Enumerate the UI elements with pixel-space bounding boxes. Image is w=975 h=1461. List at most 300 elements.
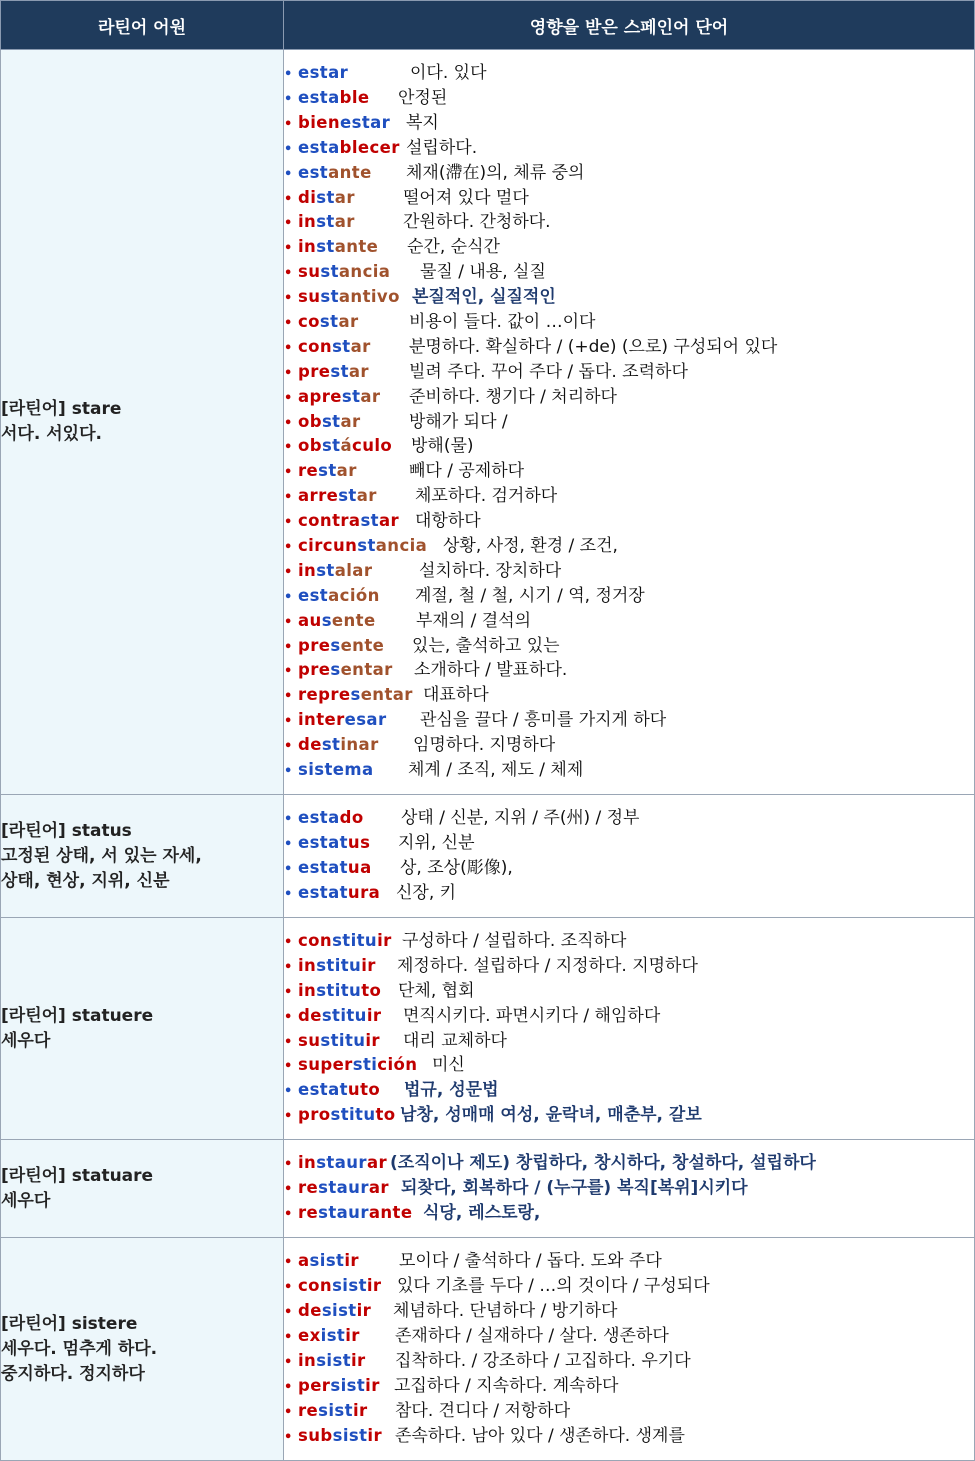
word-part: ir bbox=[352, 1400, 368, 1420]
word-meaning: 참다. 견디다 / 저항하다 bbox=[395, 1400, 571, 1421]
bullet-icon: • bbox=[284, 291, 293, 307]
word-meaning: 빌려 주다. 꾸어 주다 / 돕다. 조력하다 bbox=[409, 361, 688, 382]
spanish-word bbox=[298, 979, 398, 1004]
word-part: de bbox=[298, 735, 322, 755]
spanish-word bbox=[298, 534, 443, 559]
word-part: si bbox=[298, 760, 315, 780]
word-meaning: 방해가 되다 / bbox=[409, 411, 508, 432]
word-meaning: 구성하다 / 설립하다. 조직하다 bbox=[402, 930, 627, 951]
spanish-word bbox=[298, 1399, 395, 1424]
word-part: to bbox=[361, 980, 382, 1000]
word-part: st bbox=[332, 336, 351, 356]
word-part: ema bbox=[332, 760, 374, 780]
bullet-icon: • bbox=[284, 390, 293, 406]
word-part: ar bbox=[334, 187, 355, 207]
word-part: á bbox=[340, 436, 353, 456]
word-part: su bbox=[298, 287, 321, 307]
word-part: ir bbox=[344, 1251, 359, 1271]
bullet-icon: • bbox=[284, 191, 293, 207]
word-part: ist bbox=[320, 1326, 346, 1346]
word-part: ante bbox=[334, 237, 379, 257]
list-item bbox=[284, 856, 974, 881]
word-meaning: 모이다 / 출석하다 / 돕다. 도와 주다 bbox=[399, 1251, 662, 1272]
word-part: con bbox=[298, 1276, 333, 1296]
word-meaning: 물질 / 내용, 실질 bbox=[420, 262, 546, 283]
spanish-word bbox=[298, 856, 400, 881]
bullet-icon: • bbox=[284, 116, 293, 132]
latin-root-meaning: 세우다 bbox=[1, 1030, 51, 1051]
word-part: in bbox=[298, 980, 317, 1000]
list-item bbox=[284, 1274, 974, 1299]
list-item bbox=[284, 285, 974, 310]
word-part: st bbox=[341, 386, 361, 406]
latin-root-cell bbox=[1, 1238, 284, 1461]
bullet-icon: • bbox=[284, 589, 293, 605]
spanish-word bbox=[298, 559, 419, 584]
word-part: st bbox=[319, 311, 339, 331]
word-part: contra bbox=[298, 511, 361, 531]
word-meaning: 집착하다. / 강조하다 / 고집하다. 우기다 bbox=[395, 1351, 691, 1371]
word-part: ar bbox=[366, 1153, 388, 1173]
spanish-words-cell bbox=[284, 795, 975, 918]
word-part: us bbox=[347, 833, 371, 853]
list-item bbox=[284, 335, 974, 360]
header-row bbox=[1, 1, 975, 50]
word-meaning: 임명하다. 지명하다 bbox=[413, 735, 556, 756]
word-meaning: 제정하다. 설립하다 / 지정하다. 지명하다 bbox=[397, 955, 698, 976]
bullet-icon: • bbox=[284, 1404, 293, 1420]
word-meaning: 복지 bbox=[406, 112, 439, 133]
word-part: pre bbox=[298, 635, 331, 655]
list-item bbox=[284, 881, 974, 906]
bullet-icon: • bbox=[284, 1255, 293, 1271]
latin-root-name: [라틴어] statuere bbox=[1, 1005, 154, 1026]
spanish-word bbox=[298, 634, 412, 659]
word-meaning: 체념하다. 단념하다 / 방기하다 bbox=[393, 1301, 618, 1322]
word-part: ente bbox=[331, 610, 376, 630]
latin-root-meaning: 상태, 현상, 지위, 신분 bbox=[1, 870, 170, 891]
word-part: ua bbox=[347, 858, 372, 877]
word-part: su bbox=[298, 262, 321, 282]
spanish-word bbox=[298, 484, 415, 509]
bullet-icon: • bbox=[284, 315, 293, 331]
word-part: ob bbox=[298, 411, 322, 431]
bullet-icon: • bbox=[284, 862, 293, 877]
latin-root-cell bbox=[1, 918, 284, 1140]
word-part: ar bbox=[336, 461, 357, 481]
bullet-icon: • bbox=[284, 1009, 293, 1025]
latin-root-cell bbox=[1, 1140, 284, 1238]
word-part: stitu bbox=[316, 955, 362, 975]
word-part: re bbox=[298, 1202, 319, 1222]
bullet-icon: • bbox=[284, 639, 293, 655]
word-part: in bbox=[298, 212, 317, 232]
word-part: in bbox=[298, 1153, 317, 1173]
spanish-word bbox=[298, 136, 406, 161]
word-part: stitu bbox=[321, 1005, 367, 1025]
word-part: ar bbox=[378, 511, 400, 531]
spanish-word bbox=[298, 584, 415, 609]
bullet-icon: • bbox=[284, 216, 293, 232]
word-meaning: 미신 bbox=[432, 1055, 465, 1076]
latin-root-name: [라틴어] stare bbox=[1, 399, 122, 419]
list-item bbox=[284, 1249, 974, 1274]
spanish-word bbox=[298, 385, 409, 410]
bullet-icon: • bbox=[284, 540, 293, 555]
spanish-word bbox=[298, 658, 414, 683]
latin-root-cell bbox=[1, 795, 284, 918]
word-part: in bbox=[298, 1351, 317, 1370]
spanish-word bbox=[298, 86, 398, 111]
word-part: esar bbox=[344, 710, 387, 730]
word-meaning: 순간, 순식간 bbox=[407, 237, 500, 258]
word-part: sist bbox=[309, 1251, 345, 1271]
word-part: st bbox=[318, 461, 337, 481]
word-part: ar bbox=[338, 311, 359, 331]
bullet-icon: • bbox=[284, 1355, 293, 1370]
word-meaning: 설치하다. 장치하다 bbox=[419, 560, 562, 581]
list-item bbox=[284, 310, 974, 335]
word-part: ex bbox=[298, 1326, 321, 1346]
word-part: st bbox=[321, 436, 341, 456]
list-item bbox=[284, 979, 974, 1004]
word-part: in bbox=[298, 955, 317, 975]
list-item bbox=[284, 634, 974, 659]
spanish-word bbox=[298, 459, 409, 484]
spanish-word bbox=[298, 1249, 399, 1274]
spanish-word bbox=[298, 733, 413, 758]
word-part: st bbox=[316, 560, 335, 580]
list-item bbox=[284, 61, 974, 86]
word-part: ir bbox=[366, 1005, 382, 1025]
word-meaning: 면직시키다. 파면시키다 / 해임하다 bbox=[403, 1005, 661, 1026]
word-meaning: 방해(물) bbox=[411, 436, 474, 457]
bullet-icon: • bbox=[284, 515, 293, 531]
word-part: sist bbox=[321, 1301, 357, 1321]
list-item bbox=[284, 609, 974, 634]
word-part: repre bbox=[298, 685, 351, 705]
spanish-word bbox=[298, 1374, 394, 1399]
word-part: uto bbox=[347, 1080, 381, 1100]
word-part: staur bbox=[318, 1178, 369, 1198]
list-item bbox=[284, 360, 974, 385]
spanish-word bbox=[298, 111, 406, 136]
spanish-word bbox=[298, 161, 406, 186]
bullet-icon: • bbox=[284, 812, 293, 828]
word-part: di bbox=[298, 187, 317, 207]
list-item bbox=[284, 1103, 974, 1128]
list-item bbox=[284, 1078, 974, 1103]
word-part: s bbox=[330, 660, 341, 680]
bullet-icon: • bbox=[284, 241, 293, 257]
spanish-word bbox=[298, 410, 409, 435]
spanish-word bbox=[298, 509, 415, 534]
word-meaning: 소개하다 / 발표하다. bbox=[414, 660, 568, 681]
word-part: circun bbox=[298, 536, 358, 555]
list-item bbox=[284, 235, 974, 260]
word-meaning: 관심을 끌다 / 흥미를 가지게 하다 bbox=[420, 710, 667, 731]
bullet-icon: • bbox=[284, 689, 293, 705]
word-part: ir bbox=[345, 1326, 360, 1346]
spanish-word bbox=[298, 929, 402, 954]
word-part: con bbox=[298, 930, 333, 950]
list-item bbox=[284, 86, 974, 111]
word-part: arre bbox=[298, 486, 339, 506]
table-row bbox=[1, 1140, 975, 1238]
word-meaning: 단체, 협회 bbox=[398, 980, 475, 1001]
word-meaning: 대표하다 bbox=[423, 685, 489, 706]
list-item bbox=[284, 1029, 974, 1054]
spanish-word bbox=[298, 1004, 403, 1029]
bullet-icon: • bbox=[284, 614, 293, 630]
bullet-icon: • bbox=[284, 340, 293, 356]
bullet-icon: • bbox=[284, 984, 293, 1000]
spanish-word bbox=[298, 758, 408, 783]
latin-root-name: [라틴어] statuare bbox=[1, 1165, 154, 1186]
word-part: culo bbox=[352, 436, 393, 456]
spanish-word bbox=[298, 335, 409, 360]
bullet-icon: • bbox=[284, 440, 293, 456]
bullet-icon: • bbox=[284, 67, 293, 83]
word-part: a bbox=[298, 1251, 310, 1271]
word-part: staur bbox=[316, 1153, 367, 1173]
word-part: ar bbox=[368, 1178, 389, 1198]
word-part: s bbox=[350, 685, 361, 705]
list-item bbox=[284, 1324, 974, 1349]
latin-root-name: [라틴어] status bbox=[1, 820, 132, 841]
word-part: super bbox=[298, 1055, 353, 1075]
bullet-icon: • bbox=[284, 886, 293, 902]
word-part: st bbox=[316, 212, 335, 232]
word-meaning: 법규, 성문법 bbox=[404, 1080, 499, 1101]
list-item bbox=[284, 210, 974, 235]
list-item bbox=[284, 1151, 974, 1176]
word-part: st bbox=[321, 411, 341, 431]
spanish-word bbox=[298, 1078, 404, 1103]
word-part: estat bbox=[298, 858, 348, 877]
spanish-word bbox=[298, 285, 412, 310]
word-part: staur bbox=[318, 1202, 369, 1222]
table-row bbox=[1, 795, 975, 918]
bullet-icon: • bbox=[284, 564, 293, 580]
list-item bbox=[284, 459, 974, 484]
word-part: estar bbox=[298, 63, 349, 83]
word-part: ir bbox=[356, 1301, 372, 1321]
word-meaning: 설립하다. bbox=[406, 137, 478, 158]
spanish-words-cell bbox=[284, 50, 975, 795]
word-meaning: 상태 / 신분, 지위 / 주(州) / 정부 bbox=[401, 808, 640, 829]
word-part: in bbox=[298, 237, 317, 257]
bullet-icon: • bbox=[284, 1109, 293, 1125]
word-part: ir bbox=[365, 1375, 380, 1395]
bullet-icon: • bbox=[284, 141, 293, 157]
word-part: st bbox=[320, 262, 339, 282]
list-item bbox=[284, 1004, 974, 1029]
bullet-icon: • bbox=[284, 764, 293, 780]
spanish-word bbox=[298, 1274, 397, 1299]
spanish-word bbox=[298, 1424, 395, 1449]
list-item bbox=[284, 708, 974, 733]
word-part: to bbox=[375, 1105, 396, 1125]
word-meaning: 간원하다. 간청하다. bbox=[403, 212, 551, 233]
word-part: apre bbox=[298, 386, 342, 406]
word-part: s bbox=[321, 610, 332, 630]
spanish-word bbox=[298, 1349, 395, 1374]
word-part: pre bbox=[298, 361, 331, 381]
word-part: stitu bbox=[330, 1105, 376, 1125]
word-part: blecer bbox=[339, 137, 400, 157]
word-part: re bbox=[298, 461, 319, 481]
list-item bbox=[284, 758, 974, 783]
list-item bbox=[284, 434, 974, 459]
word-part: re bbox=[298, 1400, 319, 1420]
spanish-word bbox=[298, 708, 420, 733]
header-latin-root: 라틴어 어원 bbox=[1, 1, 284, 50]
word-meaning: 되찾다, 회복하다 / (누구를) 복직[복위]시키다 bbox=[401, 1178, 748, 1199]
word-part: estat bbox=[298, 1080, 348, 1100]
word-meaning: 상, 조상(彫像), bbox=[400, 858, 513, 878]
word-meaning: 남창, 성매매 여성, 윤락녀, 매춘부, 갈보 bbox=[400, 1105, 702, 1126]
word-meaning: 떨어져 있다 멀다 bbox=[403, 187, 529, 208]
spanish-word bbox=[298, 806, 401, 831]
word-part: ar bbox=[360, 386, 381, 406]
spanish-word bbox=[298, 310, 409, 335]
spanish-word bbox=[298, 609, 416, 634]
word-meaning: 대리 교체하다 bbox=[403, 1030, 507, 1051]
word-part: de bbox=[298, 1005, 322, 1025]
word-part: ble bbox=[339, 87, 370, 107]
word-meaning: 신장, 키 bbox=[396, 882, 457, 903]
list-item bbox=[284, 1201, 974, 1226]
bullet-icon: • bbox=[284, 1059, 293, 1075]
latin-root-meaning: 서다. 서있다. bbox=[1, 424, 102, 444]
list-item bbox=[284, 534, 974, 559]
word-part: inter bbox=[298, 710, 345, 730]
list-item bbox=[284, 260, 974, 285]
word-meaning: 빼다 / 공제하다 bbox=[409, 461, 525, 482]
table-row bbox=[1, 1238, 975, 1461]
spanish-word bbox=[298, 1029, 403, 1054]
list-item bbox=[284, 1053, 974, 1078]
bullet-icon: • bbox=[284, 91, 293, 107]
spanish-word bbox=[298, 1053, 432, 1078]
word-part: stitu bbox=[332, 930, 378, 950]
list-item bbox=[284, 584, 974, 609]
word-meaning: 식당, 레스토랑, bbox=[423, 1202, 541, 1223]
word-part: st bbox=[316, 237, 335, 257]
word-part: entar bbox=[340, 660, 393, 680]
list-item bbox=[284, 683, 974, 708]
word-part: ir bbox=[367, 1425, 382, 1445]
spanish-word bbox=[298, 1103, 400, 1128]
spanish-word bbox=[298, 881, 396, 906]
word-part: de bbox=[298, 1301, 322, 1321]
table-body bbox=[1, 50, 975, 1461]
word-part: stitu bbox=[316, 980, 362, 1000]
bullet-icon: • bbox=[284, 934, 293, 950]
bullet-icon: • bbox=[284, 1429, 293, 1445]
bullet-icon: • bbox=[284, 490, 293, 506]
spanish-word bbox=[298, 831, 398, 856]
word-meaning: 존속하다. 남아 있다 / 생존하다. 생계를 bbox=[395, 1425, 685, 1446]
list-item bbox=[284, 831, 974, 856]
word-meaning: 계절, 철 / 철, 시기 / 역, 정거장 bbox=[415, 585, 645, 606]
word-part: st bbox=[316, 187, 335, 207]
word-part: ación bbox=[328, 585, 380, 605]
list-item bbox=[284, 136, 974, 161]
word-meaning: 안정된 bbox=[398, 87, 448, 108]
word-part: alar bbox=[334, 560, 373, 580]
bullet-icon: • bbox=[284, 1305, 293, 1321]
bullet-icon: • bbox=[284, 166, 293, 182]
bullet-icon: • bbox=[284, 1206, 293, 1222]
table-row bbox=[1, 50, 975, 795]
word-part: ancia bbox=[338, 262, 391, 282]
word-meaning: 비용이 들다. 값이 …이다 bbox=[409, 311, 596, 332]
word-part: esta bbox=[298, 137, 340, 157]
list-item bbox=[284, 385, 974, 410]
header-spanish-words: 영향을 받은 스페인어 단어 bbox=[284, 1, 975, 50]
list-item bbox=[284, 1399, 974, 1424]
word-meaning: 이다. 있다 bbox=[410, 63, 487, 84]
word-part: sist bbox=[316, 1351, 351, 1370]
word-part: st bbox=[314, 760, 333, 780]
word-part: pre bbox=[298, 660, 331, 680]
word-part: bien bbox=[298, 112, 341, 132]
word-part: st bbox=[357, 536, 376, 555]
list-item bbox=[284, 733, 974, 758]
word-part: esta bbox=[298, 87, 340, 107]
bullet-icon: • bbox=[284, 1379, 293, 1395]
word-part: ir bbox=[366, 1276, 382, 1296]
latin-root-meaning: 세우다 bbox=[1, 1190, 51, 1211]
word-part: ar bbox=[356, 486, 377, 506]
list-item bbox=[284, 509, 974, 534]
word-part: re bbox=[298, 1178, 319, 1198]
latin-root-meaning: 고정된 상태, 서 있는 자세, bbox=[1, 845, 202, 866]
list-item bbox=[284, 806, 974, 831]
bullet-icon: • bbox=[284, 1182, 293, 1198]
word-part: estar bbox=[340, 112, 391, 132]
spanish-word bbox=[298, 61, 410, 86]
list-item bbox=[284, 1349, 974, 1374]
word-part: st bbox=[320, 287, 339, 307]
word-part: s bbox=[330, 635, 341, 655]
word-part: ob bbox=[298, 436, 322, 456]
latin-root-meaning: 중지하다. 정지하다 bbox=[1, 1363, 145, 1384]
spanish-word bbox=[298, 954, 397, 979]
list-item bbox=[284, 484, 974, 509]
word-part: ancia bbox=[375, 536, 428, 555]
spanish-word bbox=[298, 210, 403, 235]
word-meaning: 본질적인, 실질적인 bbox=[412, 287, 556, 308]
spanish-word bbox=[298, 235, 407, 260]
word-part: ente bbox=[340, 635, 385, 655]
word-part: sist bbox=[318, 1400, 353, 1420]
word-part: ir bbox=[377, 930, 392, 950]
word-part: entar bbox=[360, 685, 413, 705]
word-meaning: (조직이나 제도) 창립하다, 창시하다, 창설하다, 설립하다 bbox=[390, 1153, 816, 1174]
word-part: co bbox=[298, 311, 320, 331]
list-item bbox=[284, 929, 974, 954]
spanish-word bbox=[298, 683, 423, 708]
word-part: ir bbox=[365, 1030, 380, 1050]
spanish-word bbox=[298, 1151, 390, 1176]
word-part: con bbox=[298, 336, 333, 356]
bullet-icon: • bbox=[284, 415, 293, 431]
latin-root-name: [라틴어] sistere bbox=[1, 1313, 138, 1334]
word-part: ción bbox=[377, 1055, 418, 1075]
